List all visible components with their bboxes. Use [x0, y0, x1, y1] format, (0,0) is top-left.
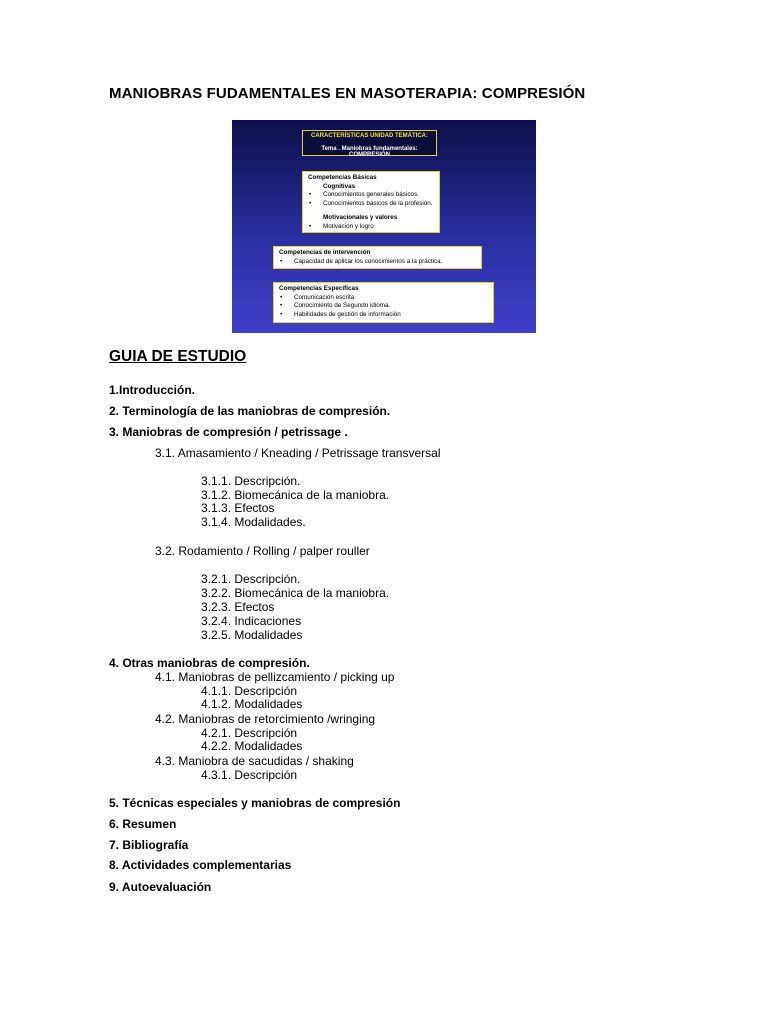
toc-subsubitem: 3.2.1. Descripción.	[201, 572, 301, 586]
card-bullet: • Conocimientos básicos de la profesión.	[308, 200, 434, 209]
guide-title: GUIA DE ESTUDIO	[109, 348, 247, 365]
card-heading: Competencias de intervención	[279, 249, 371, 256]
slide-header-line1: CARACTERÍSTICAS UNIDAD TEMÁTICA:	[311, 133, 428, 139]
page-title: MANIOBRAS FUDAMENTALES EN MASOTERAPIA: COMPRESIÓN	[109, 85, 586, 102]
slide-header-line2: Tema . Maniobras fundamentales: COMPRESIÓN	[321, 146, 418, 158]
toc-subitem: 3.2. Rodamiento / Rolling / palper rouller	[155, 544, 370, 558]
toc-subitem: 4.1. Maniobras de pellizcamiento / picking up	[155, 670, 395, 684]
toc-subitem: 4.2. Maniobras de retorcimiento /wringing	[155, 712, 376, 726]
slide-image	[232, 120, 536, 333]
toc-subsubitem: 3.2.5. Modalidades	[201, 628, 303, 642]
toc-item: 7. Bibliografía	[109, 838, 189, 852]
toc-item: 8. Actividades complementarias	[109, 858, 292, 872]
toc-subsubitem: 3.2.4. Indicaciones	[201, 614, 302, 628]
toc-subsubitem: 4.3.1. Descripción	[201, 768, 298, 782]
toc-item: 4. Otras maniobras de compresión.	[109, 656, 310, 670]
card-subheading: Cognitivas	[323, 182, 356, 190]
toc-subsubitem: 3.1.4. Modalidades.	[201, 515, 306, 529]
card-heading: Competencias Básicas	[308, 174, 377, 181]
toc-subsubitem: 3.1.1. Descripción.	[201, 474, 301, 488]
toc-item: 5. Técnicas especiales y maniobras de compresión	[109, 796, 401, 810]
toc-subsubitem: 4.2.1. Descripción	[201, 726, 298, 740]
card-bullet: • Conocimientos generales básicos.	[308, 191, 434, 200]
competencias-especificas-card	[273, 282, 494, 323]
toc-item: 9. Autoevaluación	[109, 880, 212, 894]
card-bullet: • Capacidad de aplicar los conocimientos a la práctica.	[279, 258, 476, 267]
toc-subsubitem: 4.2.2. Modalidades	[201, 739, 303, 753]
toc-item: 6. Resumen	[109, 817, 177, 831]
toc-subitem: 3.1. Amasamiento / Kneading / Petrissage transversal	[155, 446, 441, 460]
competencias-basicas-card	[302, 171, 440, 233]
toc-subsubitem: 3.1.2. Biomecánica de la maniobra.	[201, 488, 390, 502]
toc-subsubitem: 3.2.3. Efectos	[201, 600, 275, 614]
card-subheading: Motivacionales y valores	[323, 214, 398, 221]
toc-subsubitem: 4.1.1. Descripción	[201, 684, 298, 698]
competencias-intervencion-card	[273, 246, 482, 269]
card-bullet: • Conocimiento de Segundo idioma.	[279, 302, 488, 311]
card-bullet: • Motivación y logro	[308, 223, 434, 232]
toc-subsubitem: 3.2.2. Biomecánica de la maniobra.	[201, 586, 390, 600]
card-heading: Competencias Específicas	[279, 285, 359, 292]
toc-subitem: 4.3. Maniobra de sacudidas / shaking	[155, 754, 354, 768]
toc-subsubitem: 4.1.2. Modalidades	[201, 697, 303, 711]
card-bullet: • Comunicación escrita	[279, 294, 488, 303]
toc-item: 2. Terminología de las maniobras de compresión.	[109, 404, 391, 418]
toc-item: 3. Maniobras de compresión / petrissage .	[109, 425, 348, 439]
card-bullet: • Habilidades de gestión de información	[279, 311, 488, 320]
slide-header-box	[302, 130, 437, 156]
toc-subsubitem: 3.1.3. Efectos	[201, 501, 275, 515]
toc-item: 1.Introducción.	[109, 383, 196, 397]
